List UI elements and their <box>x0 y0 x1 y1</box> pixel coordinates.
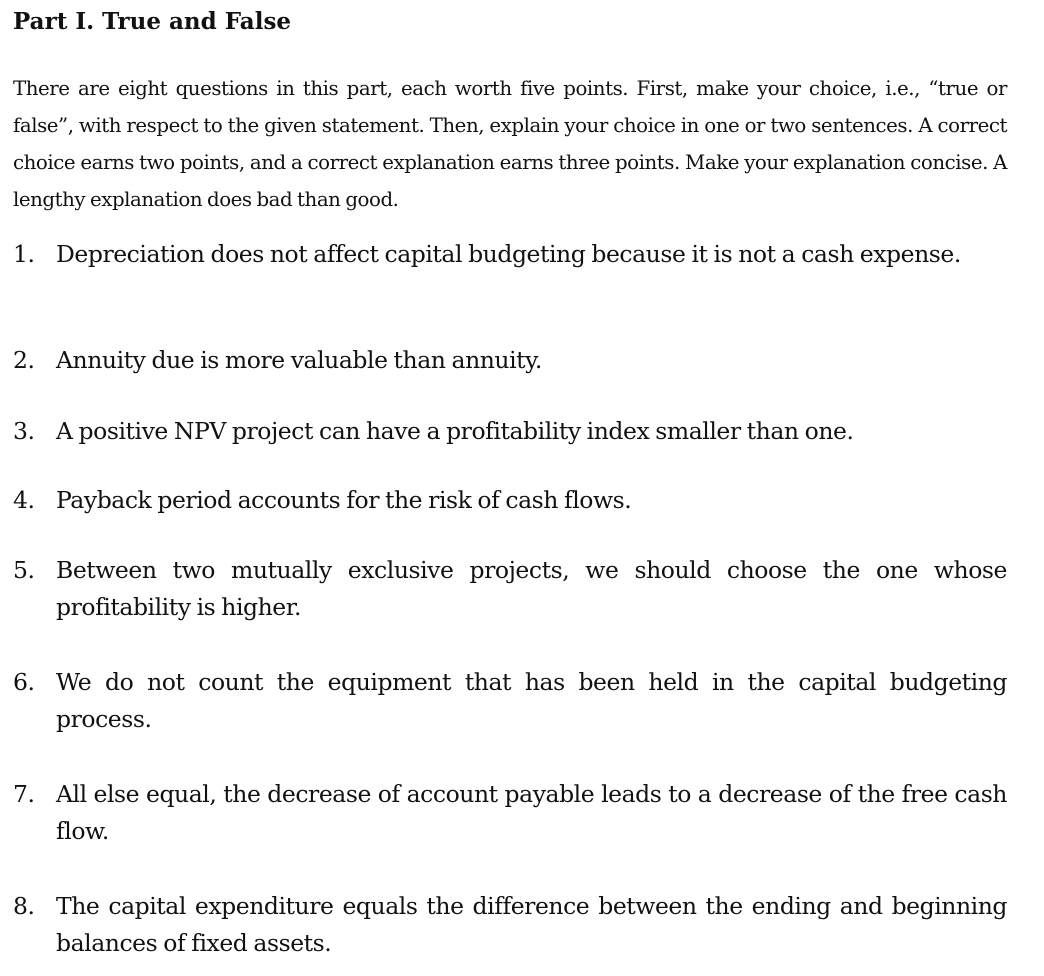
question-text: All else equal, the decrease of account payable leads to a decrease of the free cash flow. <box>56 780 1007 845</box>
question-4 <box>13 482 1007 519</box>
question-number: 8. <box>13 892 35 920</box>
question-1 <box>13 236 1007 273</box>
question-text: Depreciation does not affect capital budgeting because it is not a cash expense. <box>56 240 961 268</box>
question-text: Between two mutually exclusive projects, we should choose the one whose profitability is higher. <box>56 556 1007 621</box>
question-text: A positive NPV project can have a profitability index smaller than one. <box>56 417 854 445</box>
question-text: Payback period accounts for the risk of cash flows. <box>56 486 632 514</box>
question-number: 1. <box>13 240 35 268</box>
question-5 <box>13 552 1007 626</box>
question-number: 3. <box>13 417 35 445</box>
question-8 <box>13 888 1007 962</box>
part-title: Part I. True and False <box>13 8 292 35</box>
question-number: 5. <box>13 556 35 584</box>
question-2 <box>13 342 1007 379</box>
question-6 <box>13 664 1007 738</box>
question-3 <box>13 413 1007 450</box>
question-text: The capital expenditure equals the difference between the ending and beginning balances of fixed assets. <box>56 892 1007 957</box>
question-number: 7. <box>13 780 35 808</box>
question-number: 4. <box>13 486 35 514</box>
question-number: 2. <box>13 346 35 374</box>
question-text: Annuity due is more valuable than annuity. <box>56 346 542 374</box>
question-text: We do not count the equipment that has been held in the capital budgeting process. <box>56 668 1007 733</box>
question-7 <box>13 776 1007 850</box>
instructions-paragraph: There are eight questions in this part, each worth five points. First, make your choice, i.e., “true or false”, with respect to the given statement. Then, explain your choice in one or two sentences. A correct choice earns two points, and a correct explanation earns three points. Make your explanation concise. A lengthy explanation does bad than good. <box>13 77 1007 211</box>
question-number: 6. <box>13 668 35 696</box>
